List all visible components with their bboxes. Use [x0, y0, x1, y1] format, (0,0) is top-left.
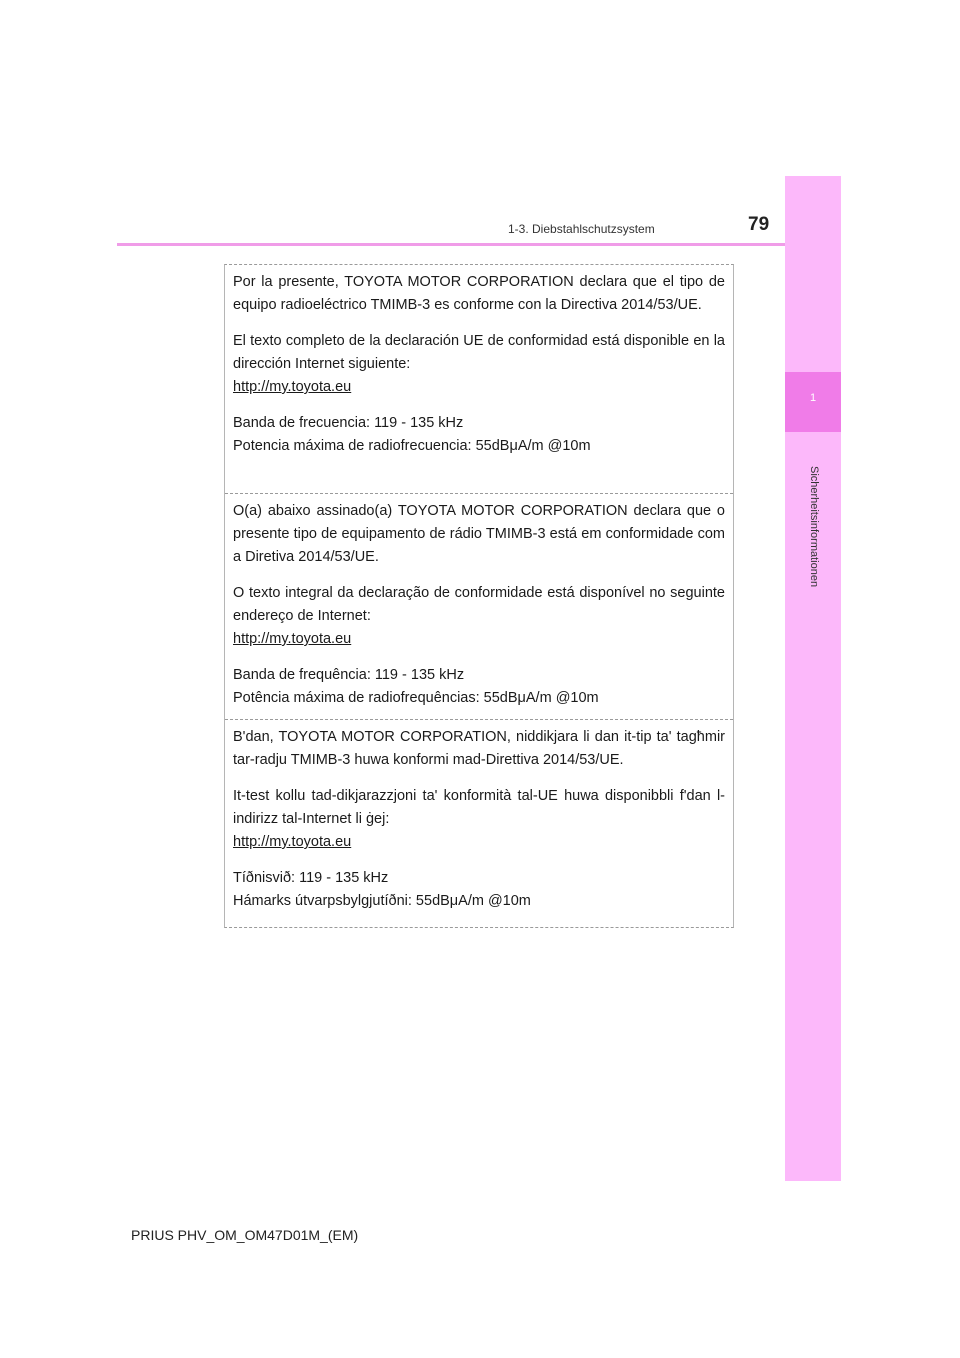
toyota-url-link[interactable]: http://my.toyota.eu	[233, 379, 352, 395]
max-power: Potencia máxima de radiofrecuencia: 55dBμA/m @10m	[233, 438, 591, 454]
toyota-url-link[interactable]: http://my.toyota.eu	[233, 631, 352, 647]
chapter-side-tab[interactable]	[785, 176, 841, 1181]
declaration-specs	[233, 412, 725, 458]
frequency-band: Tíðnisvið: 119 - 135 kHz	[233, 870, 389, 886]
chapter-number: 1	[809, 392, 817, 404]
declaration-statement: B'dan, TOYOTA MOTOR CORPORATION, niddikjara li dan it-tip ta' tagħmir tar-radju TMIMB-3 huwa konformi mad-Direttiva 2014/53/UE.	[233, 729, 725, 768]
declaration-availability	[233, 785, 725, 854]
availability-text: El texto completo de la declaración UE de conformidad está disponible en la dirección Internet siguiente:	[233, 333, 725, 372]
frequency-band: Banda de frequência: 119 - 135 kHz	[233, 667, 465, 683]
max-power: Potência máxima de radiofrequências: 55dBμA/m @10m	[233, 690, 599, 706]
declaration-specs	[233, 664, 725, 710]
declaration-spanish	[225, 265, 733, 493]
page-number: 79	[748, 214, 770, 235]
section-title: 1-3. Diebstahlschutzsystem	[508, 222, 655, 236]
header-rule	[117, 243, 785, 246]
declaration-box	[224, 264, 734, 928]
declaration-specs	[233, 867, 725, 913]
declaration-portuguese	[225, 493, 733, 719]
availability-text: It-test kollu tad-dikjarazzjoni ta' konformità tal-UE huwa disponibbli f'dan l-indirizz tal-Internet li ġej:	[233, 788, 725, 827]
chapter-label: Sicherheitsinformationen	[808, 466, 820, 588]
availability-text: O texto integral da declaração de conformidade está disponível no seguinte endereço de Internet:	[233, 585, 725, 624]
declaration-availability	[233, 582, 725, 651]
frequency-band: Banda de frecuencia: 119 - 135 kHz	[233, 415, 464, 431]
declaration-statement: Por la presente, TOYOTA MOTOR CORPORATION declara que el tipo de equipo radioeléctrico TMIMB-3 es conforme con la Directiva 2014/53/UE.	[233, 274, 725, 313]
declaration-availability	[233, 330, 725, 399]
declaration-statement: O(a) abaixo assinado(a) TOYOTA MOTOR CORPORATION declara que o presente tipo de equipamento de rádio TMIMB-3 está em conformidade com a Diretiva 2014/53/UE.	[233, 503, 725, 565]
footer-document-id: PRIUS PHV_OM_OM47D01M_(EM)	[131, 1227, 359, 1243]
max-power: Hámarks útvarpsbylgjutíðni: 55dBμA/m @10m	[233, 893, 531, 909]
declaration-maltese	[225, 719, 733, 929]
toyota-url-link[interactable]: http://my.toyota.eu	[233, 834, 352, 850]
